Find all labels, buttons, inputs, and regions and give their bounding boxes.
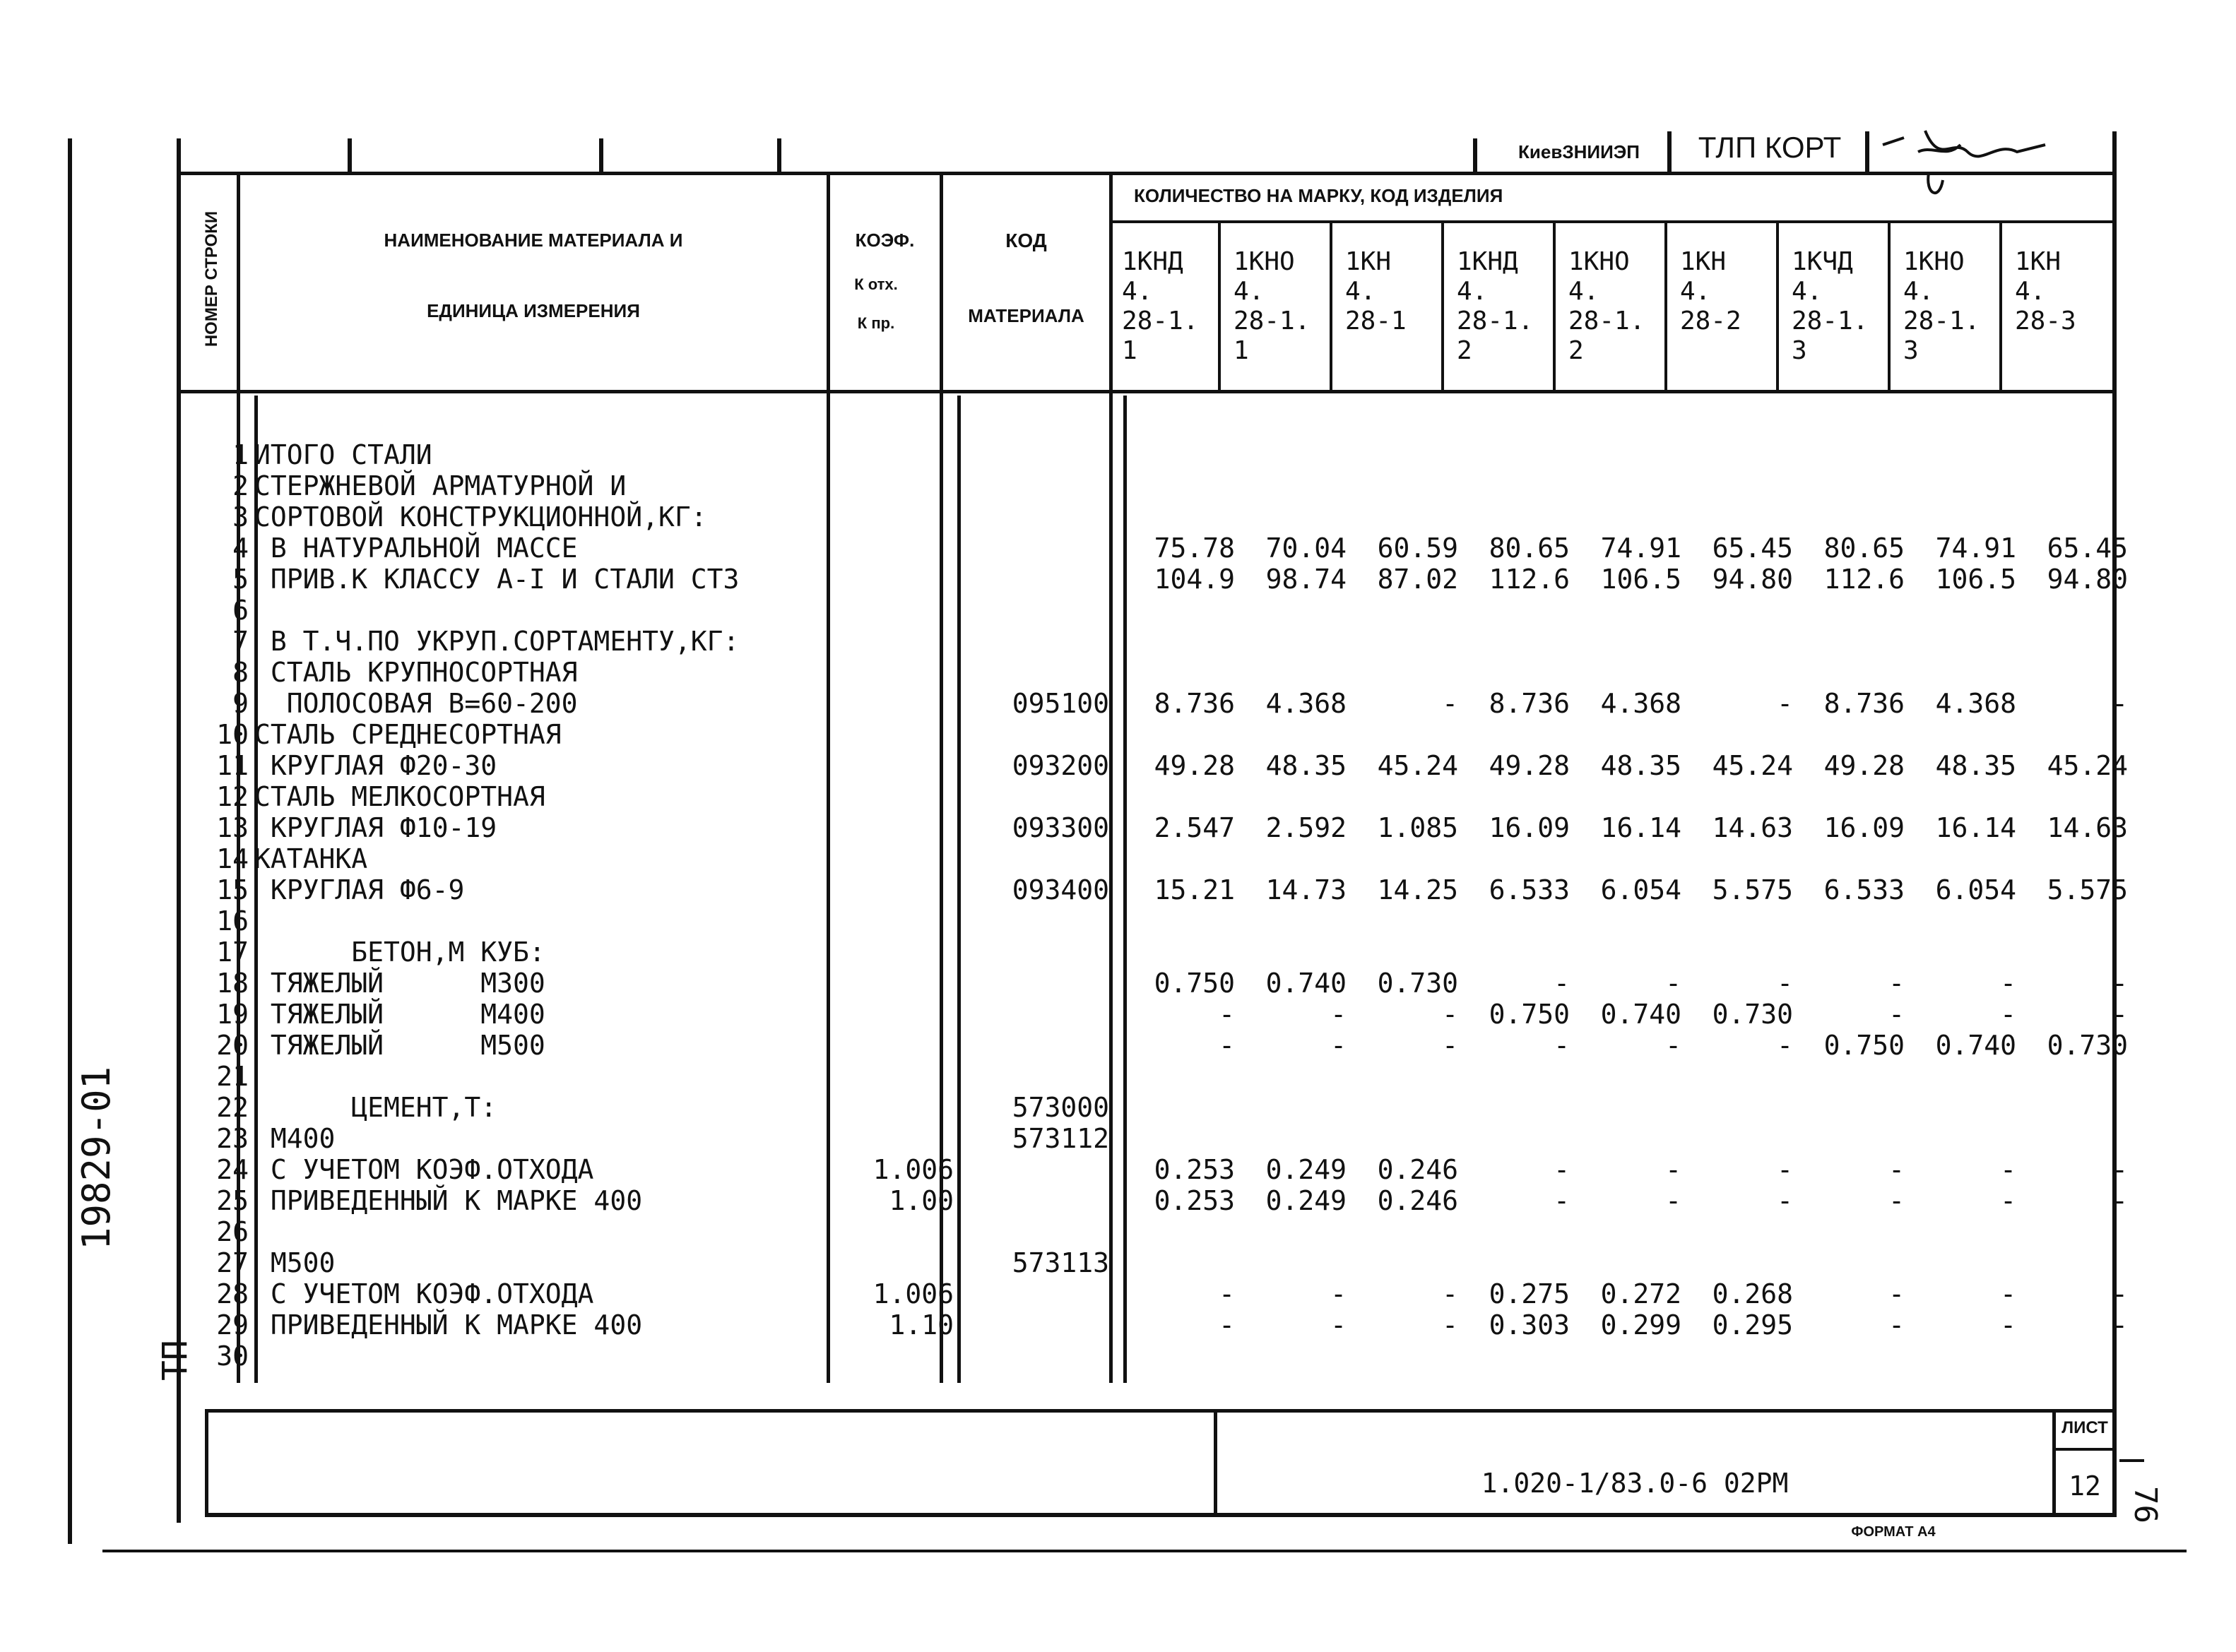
row-coef: 1.006 [872, 1278, 954, 1309]
row-name: ПРИВЕДЕННЫЙ К МАРКЕ 400 [254, 1309, 643, 1341]
row-coef: 1.00 [889, 1185, 954, 1216]
table-row [0, 595, 2236, 626]
row-value: 112.6 [1489, 564, 1570, 595]
code-header-line1: КОД [1005, 230, 1047, 251]
row-number: 26 [216, 1216, 249, 1247]
row-number: 27 [216, 1247, 249, 1278]
mark-header-5: 1КНО 4. 28-1. 2 [1568, 247, 1645, 365]
row-code: 093400 [1012, 874, 1109, 905]
table-row [0, 1030, 2236, 1061]
sheet-number: 12 [2069, 1470, 2101, 1502]
table-row [0, 1123, 2236, 1154]
row-number: 16 [216, 905, 249, 937]
row-name: В Т.Ч.ПО УКРУП.СОРТАМЕНТУ,КГ: [254, 626, 740, 657]
row-value: - [1777, 1185, 1793, 1216]
mark-header-2: 1КНО 4. 28-1. 1 [1234, 247, 1311, 365]
row-value: - [1554, 1154, 1570, 1185]
mark-col-line [1664, 220, 1667, 393]
mark-header-9: 1КН 4. 28-3 [2015, 247, 2076, 335]
row-value: - [1442, 1030, 1458, 1061]
row-value: 80.65 [1823, 533, 1905, 564]
row-value: - [1888, 999, 1905, 1030]
row-value: - [1888, 1185, 1905, 1216]
row-value: 0.730 [1712, 999, 1793, 1030]
table-row [0, 1061, 2236, 1092]
row-name: КРУГЛАЯ Ф20-30 [254, 750, 497, 781]
top-tick [1667, 131, 1672, 174]
table-row [0, 812, 2236, 843]
name-header-line2: ЕДИНИЦА ИЗМЕРЕНИЯ [427, 300, 640, 321]
row-value: 0.750 [1154, 968, 1235, 999]
top-tick [1473, 138, 1477, 174]
row-value: 106.5 [1935, 564, 2016, 595]
row-name: ЦЕМЕНТ,Т: [254, 1092, 497, 1123]
row-value: 14.63 [1712, 812, 1793, 843]
row-value: 14.25 [1377, 874, 1458, 905]
row-value: - [2000, 999, 2016, 1030]
footer-divider [1214, 1409, 1217, 1517]
row-number: 6 [232, 595, 249, 626]
row-value: 48.35 [1265, 750, 1347, 781]
stamp-label: ТЛП КОРТ [1698, 131, 1842, 164]
row-value: 0.272 [1600, 1278, 1681, 1309]
row-name: М500 [254, 1247, 336, 1278]
mark-header-1: 1КНД 4. 28-1. 1 [1122, 247, 1199, 365]
row-value: 8.736 [1489, 688, 1570, 719]
row-value: 80.65 [1489, 533, 1570, 564]
row-value: 14.73 [1265, 874, 1347, 905]
row-number: 3 [232, 501, 249, 533]
row-number: 20 [216, 1030, 249, 1061]
row-value: 112.6 [1823, 564, 1905, 595]
header-bottom-line [177, 390, 2116, 393]
row-name: СТАЛЬ СРЕДНЕСОРТНАЯ [254, 719, 562, 750]
row-code: 573000 [1012, 1092, 1109, 1123]
row-value: - [1219, 999, 1235, 1030]
row-value: - [1554, 968, 1570, 999]
row-number: 25 [216, 1185, 249, 1216]
row-value: - [2112, 688, 2128, 719]
mark-header-4: 1КНД 4. 28-1. 2 [1457, 247, 1534, 365]
mark-col-line [1218, 220, 1221, 393]
row-value: - [1888, 1154, 1905, 1185]
row-value: - [2112, 1154, 2128, 1185]
row-value: 0.295 [1712, 1309, 1793, 1341]
row-value: 0.750 [1489, 999, 1570, 1030]
row-value: 6.054 [1600, 874, 1681, 905]
row-value: 4.368 [1265, 688, 1347, 719]
row-value: 48.35 [1935, 750, 2016, 781]
row-value: 8.736 [1154, 688, 1235, 719]
row-name: М400 [254, 1123, 336, 1154]
row-value: - [2112, 1185, 2128, 1216]
row-value: - [1888, 1278, 1905, 1309]
table-row [0, 470, 2236, 501]
mark-header-6: 1КН 4. 28-2 [1680, 247, 1741, 335]
row-name: В НАТУРАЛЬНОЙ МАССЕ [254, 533, 578, 564]
qty-title-line [1109, 220, 2116, 223]
row-number: 7 [232, 626, 249, 657]
row-value: 0.246 [1377, 1154, 1458, 1185]
row-value: 2.592 [1265, 812, 1347, 843]
table-row [0, 750, 2236, 781]
row-value: 0.299 [1600, 1309, 1681, 1341]
row-name: КРУГЛАЯ Ф10-19 [254, 812, 497, 843]
row-value: - [2000, 1309, 2016, 1341]
row-value: 48.35 [1600, 750, 1681, 781]
row-value: 16.14 [1600, 812, 1681, 843]
row-value: 0.750 [1823, 1030, 1905, 1061]
row-number: 15 [216, 874, 249, 905]
top-tick [1865, 131, 1869, 174]
row-value: 49.28 [1154, 750, 1235, 781]
row-value: - [1554, 1185, 1570, 1216]
mark-col-line [1999, 220, 2002, 393]
table-row [0, 999, 2236, 1030]
row-value: 94.80 [2047, 564, 2128, 595]
row-value: - [2000, 1278, 2016, 1309]
row-value: 60.59 [1377, 533, 1458, 564]
row-value: 4.368 [1935, 688, 2016, 719]
row-number: 5 [232, 564, 249, 595]
frame-bottom [205, 1513, 2117, 1517]
row-value: 74.91 [1600, 533, 1681, 564]
table-row [0, 1309, 2236, 1341]
table-row [0, 439, 2236, 470]
page-number-tick [2119, 1459, 2144, 1462]
row-value: - [1665, 1154, 1681, 1185]
row-value: 2.547 [1154, 812, 1235, 843]
institute-label: КиевЗНИИЭП [1518, 141, 1640, 162]
side-mark: ТП [155, 1340, 195, 1381]
row-value: 0.253 [1154, 1185, 1235, 1216]
row-number: 10 [216, 719, 249, 750]
row-value: 65.45 [1712, 533, 1793, 564]
row-number: 9 [232, 688, 249, 719]
row-value: 16.09 [1823, 812, 1905, 843]
row-name: СТАЛЬ МЕЛКОСОРТНАЯ [254, 781, 545, 812]
side-inventory-number: 19829-01 [74, 1066, 119, 1250]
row-value: 104.9 [1154, 564, 1235, 595]
table-row [0, 688, 2236, 719]
row-value: 0.730 [1377, 968, 1458, 999]
row-name: ТЯЖЕЛЫЙ М300 [254, 968, 545, 999]
table-row [0, 1154, 2236, 1185]
row-value: 75.78 [1154, 533, 1235, 564]
table-row [0, 1278, 2236, 1309]
row-value: - [1888, 1309, 1905, 1341]
row-value: 0.275 [1489, 1278, 1570, 1309]
row-name: ПРИВ.К КЛАССУ А-I И СТАЛИ СТ3 [254, 564, 740, 595]
row-value: - [1330, 1030, 1347, 1061]
row-coef: 1.006 [872, 1154, 954, 1185]
row-name: БЕТОН,М КУБ: [254, 937, 545, 968]
bottom-margin-line [102, 1550, 2187, 1552]
row-value: - [1219, 1309, 1235, 1341]
row-value: - [2000, 1185, 2016, 1216]
row-name: СОРТОВОЙ КОНСТРУКЦИОННОЙ,КГ: [254, 501, 707, 533]
row-code: 573112 [1012, 1123, 1109, 1154]
row-number: 21 [216, 1061, 249, 1092]
row-value: - [1442, 1309, 1458, 1341]
table-row [0, 1247, 2236, 1278]
row-number: 1 [232, 439, 249, 470]
mark-header-3: 1КН 4. 28-1 [1345, 247, 1407, 335]
row-value: 0.740 [1600, 999, 1681, 1030]
table-row [0, 937, 2236, 968]
table-row [0, 1185, 2236, 1216]
row-value: - [1442, 1278, 1458, 1309]
coef-header-line2: К отх. [854, 275, 898, 293]
mark-col-line [1441, 220, 1444, 393]
row-value: - [1330, 1309, 1347, 1341]
row-number: 11 [216, 750, 249, 781]
row-code: 093200 [1012, 750, 1109, 781]
row-value: 4.368 [1600, 688, 1681, 719]
row-value: 0.303 [1489, 1309, 1570, 1341]
table-row [0, 626, 2236, 657]
row-value: - [1777, 1154, 1793, 1185]
row-value: - [2112, 1278, 2128, 1309]
row-number: 24 [216, 1154, 249, 1185]
row-value: 6.054 [1935, 874, 2016, 905]
row-value: 87.02 [1377, 564, 1458, 595]
row-value: 74.91 [1935, 533, 2016, 564]
row-name: СТЕРЖНЕВОЙ АРМАТУРНОЙ И [254, 470, 627, 501]
row-value: 106.5 [1600, 564, 1681, 595]
row-value: 0.249 [1265, 1154, 1347, 1185]
row-value: - [1219, 1030, 1235, 1061]
sheet-cell-mid [2052, 1448, 2116, 1451]
row-value: 65.45 [2047, 533, 2128, 564]
mark-header-7: 1КЧД 4. 28-1. 3 [1792, 247, 1869, 365]
row-value: - [1888, 968, 1905, 999]
row-value: 0.253 [1154, 1154, 1235, 1185]
row-value: 5.575 [1712, 874, 1793, 905]
row-value: 0.740 [1265, 968, 1347, 999]
name-header-line1: НАИМЕНОВАНИЕ МАТЕРИАЛА И [384, 230, 683, 251]
table-row [0, 719, 2236, 750]
row-number: 30 [216, 1341, 249, 1372]
row-number: 22 [216, 1092, 249, 1123]
frame-top [177, 172, 2116, 175]
table-row [0, 564, 2236, 595]
row-value: - [1442, 999, 1458, 1030]
row-code: 573113 [1012, 1247, 1109, 1278]
row-value: 1.085 [1377, 812, 1458, 843]
row-coef: 1.10 [889, 1309, 954, 1341]
row-value: - [1442, 688, 1458, 719]
row-number: 28 [216, 1278, 249, 1309]
row-value: - [2112, 1309, 2128, 1341]
row-value: 98.74 [1265, 564, 1347, 595]
table-row [0, 874, 2236, 905]
row-value: 16.14 [1935, 812, 2016, 843]
row-value: - [1330, 1278, 1347, 1309]
top-tick [348, 138, 352, 174]
row-value: 0.246 [1377, 1185, 1458, 1216]
table-row [0, 1341, 2236, 1372]
row-number: 8 [232, 657, 249, 688]
row-name: ТЯЖЕЛЫЙ М500 [254, 1030, 545, 1061]
row-name: КАТАНКА [254, 843, 368, 874]
row-value: 6.533 [1489, 874, 1570, 905]
table-row [0, 657, 2236, 688]
mark-col-line [1776, 220, 1779, 393]
row-value: 5.575 [2047, 874, 2128, 905]
row-number: 29 [216, 1309, 249, 1341]
coef-header-line3: К пр. [857, 314, 895, 332]
row-number: 14 [216, 843, 249, 874]
page-number: 76 [2126, 1486, 2163, 1523]
row-value: - [1665, 1030, 1681, 1061]
qty-title: КОЛИЧЕСТВО НА МАРКУ, КОД ИЗДЕЛИЯ [1134, 185, 1503, 206]
top-tick [777, 138, 781, 174]
table-row [0, 533, 2236, 564]
row-code: 093300 [1012, 812, 1109, 843]
row-value: - [2000, 1154, 2016, 1185]
row-name: ИТОГО СТАЛИ [254, 439, 432, 470]
row-value: 0.268 [1712, 1278, 1793, 1309]
table-row [0, 968, 2236, 999]
row-name: ПРИВЕДЕННЫЙ К МАРКЕ 400 [254, 1185, 643, 1216]
mark-col-line [1330, 220, 1332, 393]
table-row [0, 1216, 2236, 1247]
mark-header-8: 1КНО 4. 28-1. 3 [1903, 247, 1980, 365]
footer-left-line [205, 1409, 208, 1517]
table-row [0, 501, 2236, 533]
row-value: 16.09 [1489, 812, 1570, 843]
table-row [0, 843, 2236, 874]
row-value: 45.24 [2047, 750, 2128, 781]
table-row [0, 1092, 2236, 1123]
footer-top-line [205, 1409, 2117, 1413]
code-header-line2: МАТЕРИАЛА [968, 305, 1084, 326]
row-name: СТАЛЬ КРУПНОСОРТНАЯ [254, 657, 578, 688]
row-name: ТЯЖЕЛЫЙ М400 [254, 999, 545, 1030]
row-value: - [1665, 968, 1681, 999]
row-number: 18 [216, 968, 249, 999]
row-value: 49.28 [1823, 750, 1905, 781]
signature-mark [1876, 124, 2052, 208]
row-value: - [1219, 1278, 1235, 1309]
row-value: 0.730 [2047, 1030, 2128, 1061]
row-number: 12 [216, 781, 249, 812]
row-value: 49.28 [1489, 750, 1570, 781]
top-tick [599, 138, 603, 174]
row-value: 0.740 [1935, 1030, 2016, 1061]
table-row [0, 781, 2236, 812]
row-value: 70.04 [1265, 533, 1347, 564]
row-value: 8.736 [1823, 688, 1905, 719]
row-number: 2 [232, 470, 249, 501]
row-value: - [1777, 1030, 1793, 1061]
row-number: 17 [216, 937, 249, 968]
row-name: ПОЛОСОВАЯ В=60-200 [254, 688, 578, 719]
row-value: - [2112, 968, 2128, 999]
row-number: 23 [216, 1123, 249, 1154]
row-name: КРУГЛАЯ Ф6-9 [254, 874, 465, 905]
row-number: 19 [216, 999, 249, 1030]
row-value: - [2112, 999, 2128, 1030]
row-value: - [1777, 968, 1793, 999]
row-name: С УЧЕТОМ КОЭФ.ОТХОДА [254, 1278, 594, 1309]
row-value: - [1665, 1185, 1681, 1216]
coef-header-line1: КОЭФ. [855, 230, 915, 251]
mark-col-line [1553, 220, 1556, 393]
row-value: 0.249 [1265, 1185, 1347, 1216]
row-value: - [1330, 999, 1347, 1030]
row-number-header: НОМЕР СТРОКИ [202, 210, 221, 347]
row-value: 45.24 [1712, 750, 1793, 781]
doc-code: 1.020-1/83.0-6 02РМ [1481, 1468, 1789, 1499]
row-number: 13 [216, 812, 249, 843]
table-row [0, 905, 2236, 937]
row-value: - [1554, 1030, 1570, 1061]
row-value: - [1777, 688, 1793, 719]
row-code: 095100 [1012, 688, 1109, 719]
row-value: 94.80 [1712, 564, 1793, 595]
sheet-label: ЛИСТ [2062, 1418, 2108, 1437]
row-name: С УЧЕТОМ КОЭФ.ОТХОДА [254, 1154, 594, 1185]
row-value: - [2000, 968, 2016, 999]
row-value: 45.24 [1377, 750, 1458, 781]
format-label: ФОРМАТ А4 [1851, 1524, 1936, 1540]
row-value: 6.533 [1823, 874, 1905, 905]
row-value: 15.21 [1154, 874, 1235, 905]
mark-col-line [1888, 220, 1891, 393]
row-value: 14.63 [2047, 812, 2128, 843]
row-number: 4 [232, 533, 249, 564]
